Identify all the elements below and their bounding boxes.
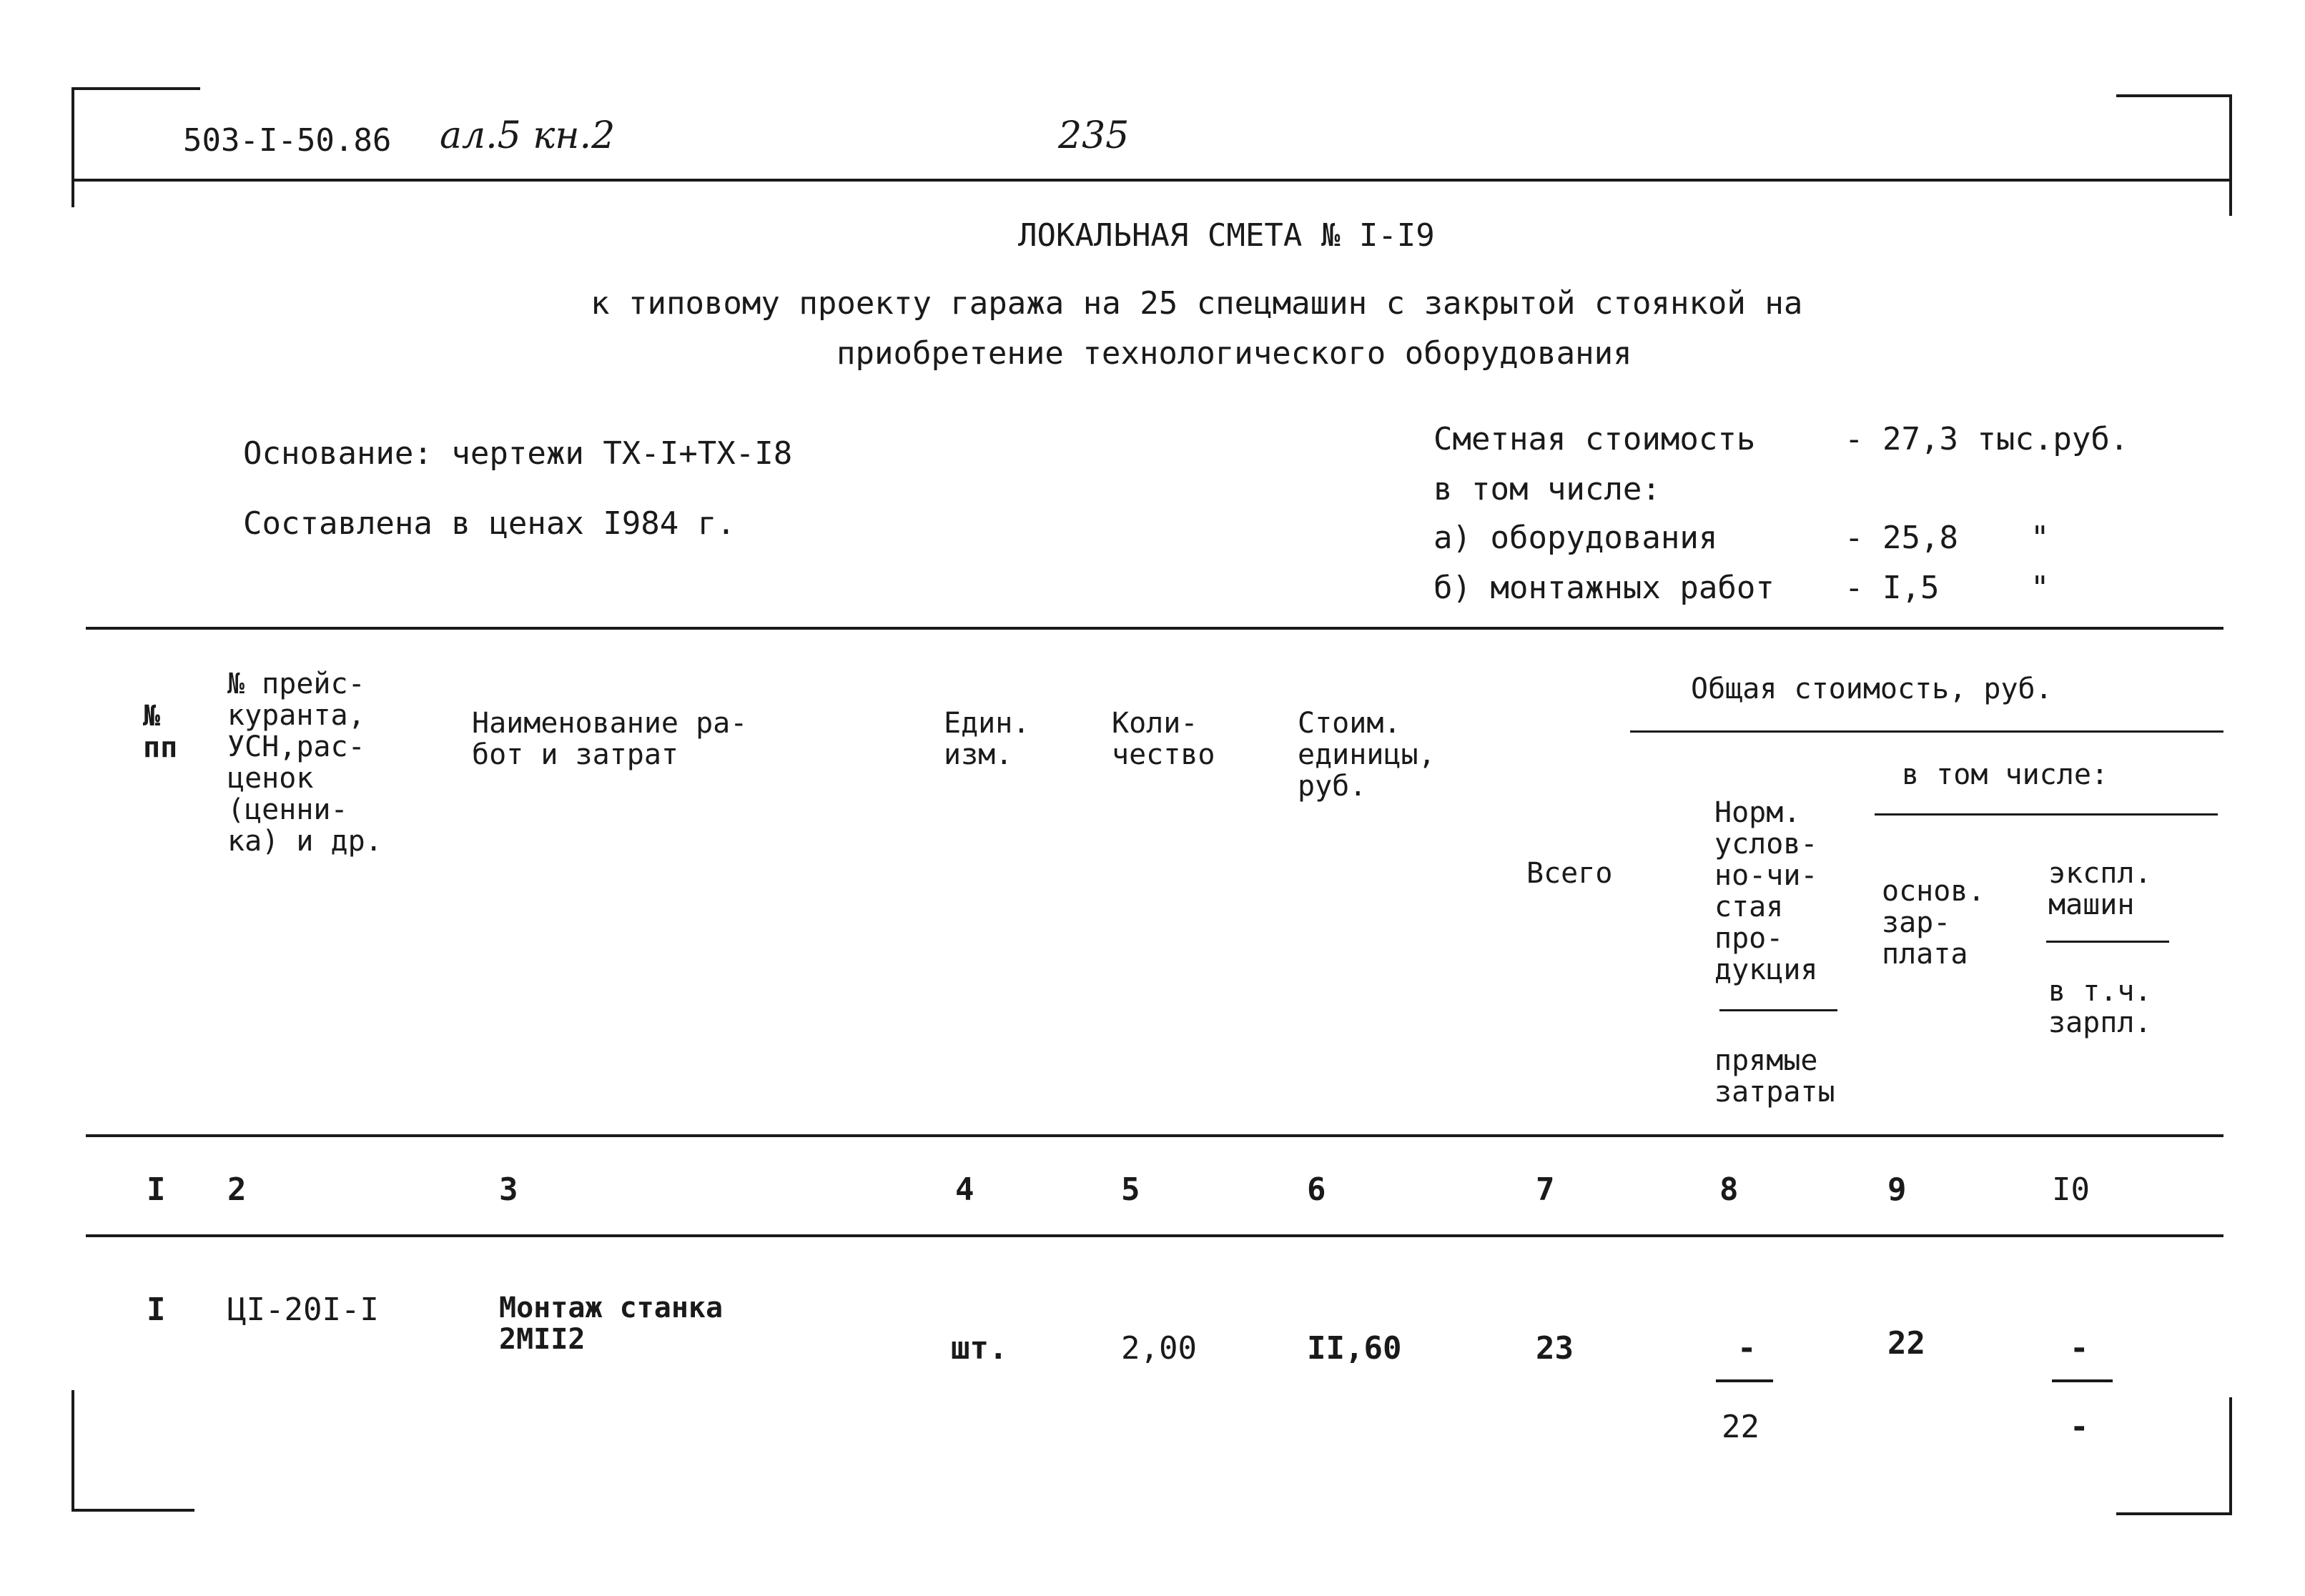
col-header-machine-wage: в т.ч. зарпл. <box>2048 975 2152 1039</box>
installation-cost-unit: " <box>2030 570 2050 606</box>
row-1-base-wage: 22 <box>1887 1325 1925 1362</box>
row-1-col8-fraction-line <box>1716 1379 1773 1382</box>
header-bottom-rule <box>86 1134 2223 1137</box>
col-number-10: I0 <box>2052 1171 2090 1208</box>
row-1-machine-wage: - <box>2070 1409 2089 1445</box>
row-1-unit: шт. <box>951 1330 1008 1367</box>
page-number: 235 <box>1058 114 1130 157</box>
col-number-9: 9 <box>1887 1171 1907 1208</box>
table-top-rule <box>86 627 2223 630</box>
col-header-base-wage: основ. зар- плата <box>1882 875 1985 971</box>
row-1-number: I <box>147 1292 166 1328</box>
row-1-price-code: ЦI-20I-I <box>227 1292 379 1328</box>
col-header-machine-operation: экспл. машин <box>2048 857 2152 921</box>
col-number-4: 4 <box>955 1171 974 1208</box>
estimate-subtitle-line2: приобретение технологического оборудования <box>836 335 1632 372</box>
row-1-unit-cost: II,60 <box>1307 1330 1402 1367</box>
col-number-8: 8 <box>1719 1171 1739 1208</box>
estimated-cost-label: Сметная стоимость <box>1433 421 1756 457</box>
frame-corner-bottom-right-vertical <box>2229 1397 2232 1515</box>
row-1-machine-operation: - <box>2070 1330 2089 1367</box>
installation-cost-label: б) монтажных работ <box>1433 570 1775 606</box>
col-header-unit: Един. изм. <box>944 707 1030 771</box>
equipment-cost-value: - 25,8 <box>1845 520 1958 556</box>
prices-year: Составлена в ценах I984 г. <box>243 505 736 542</box>
col-header-norm-production: Норм. услов- но-чи- стая про- дукция <box>1714 796 1818 986</box>
frame-top-line <box>74 179 2232 182</box>
estimate-title: ЛОКАЛЬНАЯ СМЕТА № I-I9 <box>1018 217 1435 254</box>
frame-corner-bottom-right <box>2116 1512 2232 1515</box>
col-header-direct-costs: прямые затраты <box>1714 1044 1835 1109</box>
col-header-price-list: № прейс- куранта, УСН,рас- ценок (ценни- ка) и др. <box>227 668 382 858</box>
frame-corner-bottom-left-vertical <box>71 1390 74 1512</box>
col-header-total: Всего <box>1526 857 1613 890</box>
row-1-direct-costs: 22 <box>1722 1409 1759 1445</box>
including-label: в том числе: <box>1433 471 1661 507</box>
col-header-total-cost-group: Общая стоимость, руб. <box>1691 673 2053 705</box>
col-number-6: 6 <box>1307 1171 1326 1208</box>
estimate-subtitle-line1: к типовому проекту гаража на 25 спецмашин с закрытой стоянкой на <box>591 285 1803 322</box>
frame-corner-top-right-vertical <box>2229 94 2232 216</box>
equipment-cost-unit: " <box>2030 520 2050 556</box>
col-header-unit-cost: Стоим. единицы, руб. <box>1298 707 1436 803</box>
row-1-quantity: 2,00 <box>1121 1330 1197 1367</box>
col8-split-rule <box>1719 1009 1837 1011</box>
frame-corner-top-left <box>71 87 200 90</box>
col-header-work-name: Наименование ра- бот и затрат <box>472 707 748 771</box>
col-header-number: № пп <box>143 700 178 764</box>
col-number-7: 7 <box>1536 1171 1555 1208</box>
installation-cost-value: - I,5 <box>1845 570 1940 606</box>
col-number-1: I <box>147 1171 166 1208</box>
basis-drawings: Основание: чертежи ТХ-I+ТХ-I8 <box>243 435 793 472</box>
document-code: 503-I-50.86 <box>183 122 392 159</box>
col10-split-rule <box>2046 941 2169 943</box>
col-header-quantity: Коли- чество <box>1112 707 1215 771</box>
row-1-total: 23 <box>1536 1330 1574 1367</box>
col-number-3: 3 <box>499 1171 518 1208</box>
equipment-cost-label: а) оборудования <box>1433 520 1718 556</box>
row-1-work-name: Монтаж станка 2МII2 <box>499 1292 724 1356</box>
row-1-norm-production: - <box>1737 1330 1757 1367</box>
col-number-2: 2 <box>227 1171 247 1208</box>
total-group-rule <box>1630 730 2223 733</box>
frame-corner-top-right <box>2116 94 2231 97</box>
col-number-5: 5 <box>1121 1171 1140 1208</box>
frame-corner-top-left-vertical <box>71 87 74 207</box>
handwritten-reference: ал.5 кн.2 <box>440 114 616 157</box>
col-header-including: в том числе: <box>1902 758 2108 791</box>
row-1-col10-fraction-line <box>2052 1379 2113 1382</box>
frame-corner-bottom-left <box>71 1509 194 1512</box>
estimated-cost-value: - 27,3 тыс.руб. <box>1845 421 2129 457</box>
numbers-bottom-rule <box>86 1234 2223 1237</box>
including-group-rule <box>1875 813 2218 816</box>
